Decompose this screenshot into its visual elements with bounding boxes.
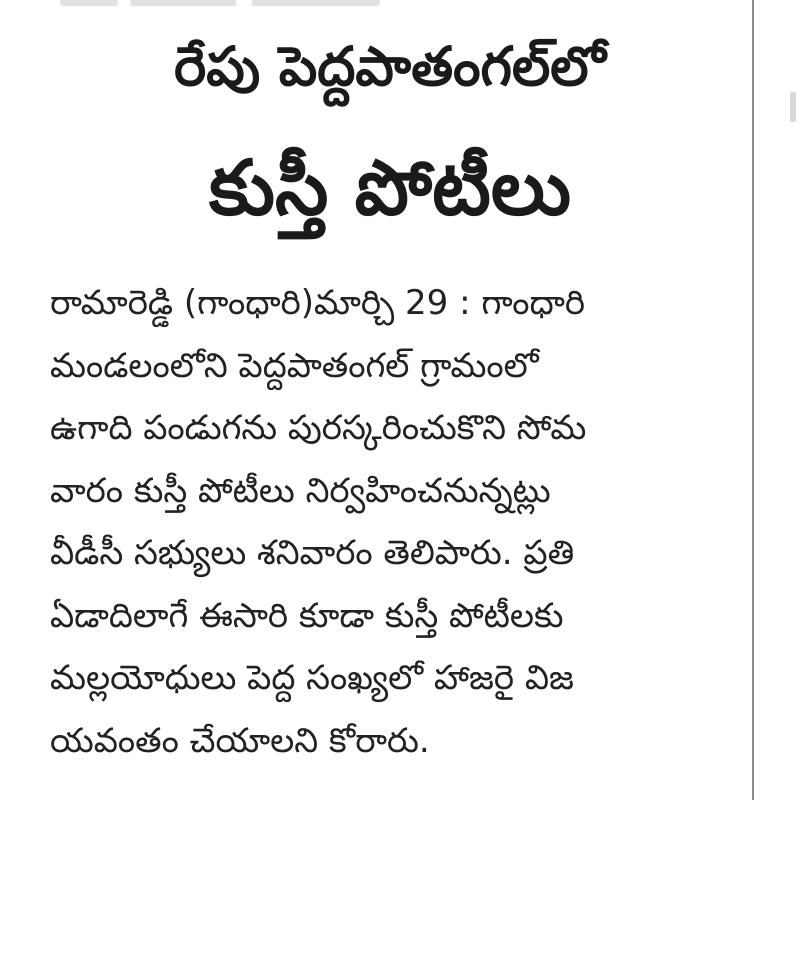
- body-line: వారం కుస్తీ పోటీలు నిర్వహించనున్నట్లు: [50, 470, 551, 511]
- article-body: [50, 272, 730, 772]
- cut-off-text-fragment: [60, 0, 380, 6]
- headline-line-2: కుస్తీ పోటీలు: [209, 143, 571, 232]
- body-line: ఏడాదిలాగే ఈసారి కూడా కుస్తీ పోటీలకు: [50, 595, 564, 636]
- body-line: మల్లయోధులు పెద్ద సంఖ్యలో హాజరై విజ: [50, 658, 574, 698]
- body-line: మండలంలోని పెద్దపాతంగల్ గ్రామంలో: [50, 345, 539, 386]
- adjacent-column-fragment: [790, 92, 796, 122]
- body-line: ఉగాది పండుగను పురస్కరించుకొని సోమ: [50, 408, 587, 448]
- body-line: వీడీసీ సభ్యులు శనివారం తెలిపారు. ప్రతి: [50, 533, 575, 573]
- body-line: యవంతం చేయాలని కోరారు.: [50, 720, 430, 761]
- headline-line-1: రేపు పెద్దపాతంగల్‌లో: [174, 35, 606, 98]
- body-line: రామారెడ్డి (గాంధారి)మార్చి 29 : గాంధారి: [50, 283, 586, 323]
- column-divider: [752, 0, 754, 800]
